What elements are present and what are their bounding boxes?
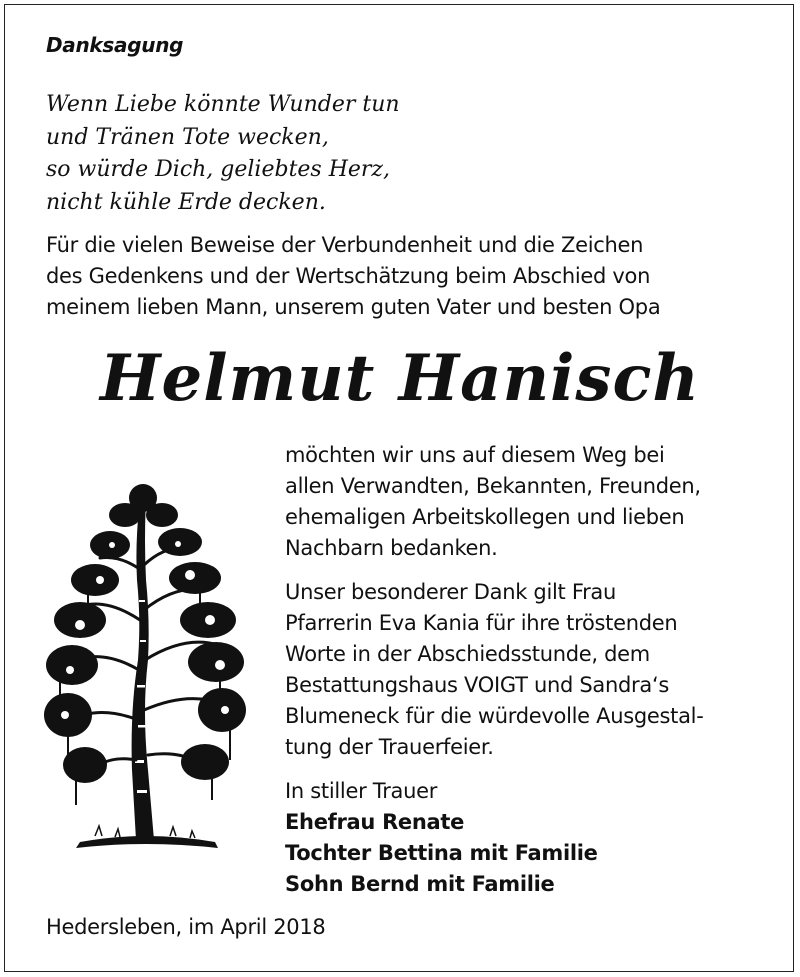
- text-line: Pfarrerin Eva Kania für ihre tröstenden: [285, 611, 678, 635]
- signer-name: Tochter Bettina mit Familie: [285, 841, 598, 865]
- text-line: tung der Trauerfeier.: [285, 735, 494, 759]
- intro-line: Für die vielen Beweise der Verbundenheit und die Zeichen: [46, 233, 644, 257]
- intro-paragraph: [46, 230, 766, 323]
- notice-heading: Danksagung: [46, 33, 184, 57]
- poem-line: so würde Dich, geliebtes Herz,: [46, 157, 391, 182]
- text-line: ehemaligen Arbeitskollegen und lieben: [285, 505, 685, 529]
- text-line: Nachbarn bedanken.: [285, 536, 498, 560]
- signature-block: [285, 776, 765, 900]
- intro-line: meinem lieben Mann, unserem guten Vater und besten Opa: [46, 295, 661, 319]
- birch-tree-icon: [40, 470, 250, 860]
- text-line: Unser besonderer Dank gilt Frau: [285, 580, 617, 604]
- memorial-poem: [46, 89, 400, 219]
- text-line: möchten wir uns auf diesem Weg bei: [285, 443, 665, 467]
- place-and-date: Hedersleben, im April 2018: [46, 915, 326, 939]
- deceased-name: Helmut Hanisch: [100, 341, 700, 416]
- text-line: Worte in der Abschiedsstunde, dem: [285, 642, 650, 666]
- poem-line: Wenn Liebe könnte Wunder tun: [46, 92, 400, 117]
- text-line: allen Verwandten, Bekannten, Freunden,: [285, 474, 701, 498]
- thanks-text: [285, 440, 765, 900]
- signer-name: Sohn Bernd mit Familie: [285, 872, 555, 896]
- intro-line: des Gedenkens und der Wertschätzung beim Abschied von: [46, 264, 651, 288]
- poem-line: nicht kühle Erde decken.: [46, 189, 326, 215]
- text-line: Blumeneck für die würdevolle Ausgestal-: [285, 704, 704, 728]
- signature-intro: In stiller Trauer: [285, 779, 438, 803]
- poem-line: und Tränen Tote wecken,: [46, 124, 329, 150]
- thanks-paragraph: [285, 440, 765, 564]
- special-thanks-paragraph: [285, 577, 765, 763]
- signer-name: Ehefrau Renate: [285, 810, 465, 834]
- text-line: Bestattungshaus VOIGT und Sandra‘s: [285, 673, 669, 697]
